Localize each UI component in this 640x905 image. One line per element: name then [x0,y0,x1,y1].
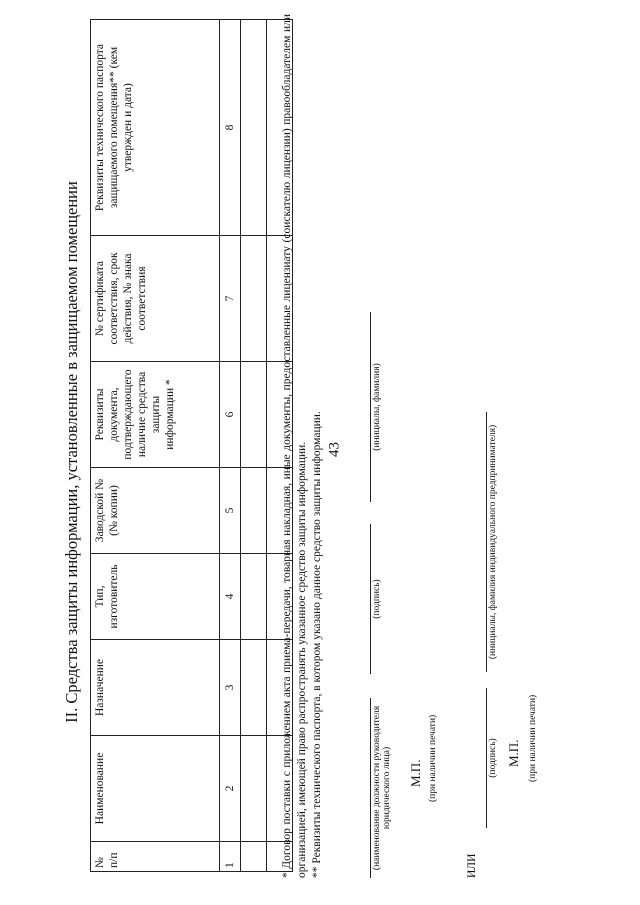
section-title: II. Средства защиты информации, установленные в защищаемом помещении [62,181,81,723]
stamp-note-1: (при наличии печати) [428,714,438,802]
column-number-cell: 6 [220,362,241,468]
empty-cell [241,736,267,842]
header-cell: № сертификата соответствия, срок действия, № знака соответствия [91,236,220,362]
table-row [241,20,267,872]
column-number-row [220,20,241,872]
footnote-2: ** Реквизиты технического паспорта, в котором указано данное средство защиты информации. [311,411,323,878]
signature-caption: (подпись) [372,579,382,619]
empty-cell [241,842,267,872]
stamp-label-2: М.П. [506,739,521,767]
position-caption: (наименование должности руководителя юридического лица) [372,705,392,871]
table-header-row [91,20,220,872]
footnote-1: * Договор поставки с приложением акта приема-передачи, товарная накладная, иные документы, предоставленные лицензиату (соискателю лицензии) правообладателем или организацией, имеющей право распространять указанное средство защиты информации. [281,14,308,878]
empty-cell [241,468,267,554]
protection-means-table [90,19,293,872]
rotated-page-content [62,12,640,892]
header-cell: Заводской № (№ копии) [91,468,220,554]
column-number-cell: 3 [220,640,241,736]
or-label: ИЛИ [466,853,478,878]
footnotes [280,14,325,878]
column-number-cell: 7 [220,236,241,362]
signature-line [370,524,371,674]
column-number-cell: 8 [220,20,241,236]
header-cell: Наименование [91,736,220,842]
empty-cell [241,640,267,736]
signature-caption-2: (подпись) [488,738,498,778]
stamp-note-2: (при наличии печати) [528,694,538,782]
signature-line-2 [486,688,487,828]
column-number-cell: 1 [220,842,241,872]
entrepreneur-caption: (инициалы, фамилия индивидуального предпринимателя) [488,424,498,660]
header-cell: № п/п [91,842,220,872]
header-cell: Тип, изготовитель [91,554,220,640]
empty-cell [241,236,267,362]
header-cell: Назначение [91,640,220,736]
name-caption: (инициалы, фамилия) [372,363,382,451]
page-number: 43 [326,442,343,457]
position-line [370,698,371,878]
stamp-label-1: М.П. [408,759,423,787]
column-number-cell: 2 [220,736,241,842]
empty-cell [241,20,267,236]
header-cell: Реквизиты документа, подтверждающего наличие средства защиты информации * [91,362,220,468]
entrepreneur-line [486,412,487,672]
column-number-cell: 5 [220,468,241,554]
column-number-cell: 4 [220,554,241,640]
empty-cell [241,362,267,468]
empty-cell [241,554,267,640]
name-line [370,312,371,502]
header-cell: Реквизиты технического паспорта защищаемого помещения** (кем утвержден и дата) [91,20,220,236]
